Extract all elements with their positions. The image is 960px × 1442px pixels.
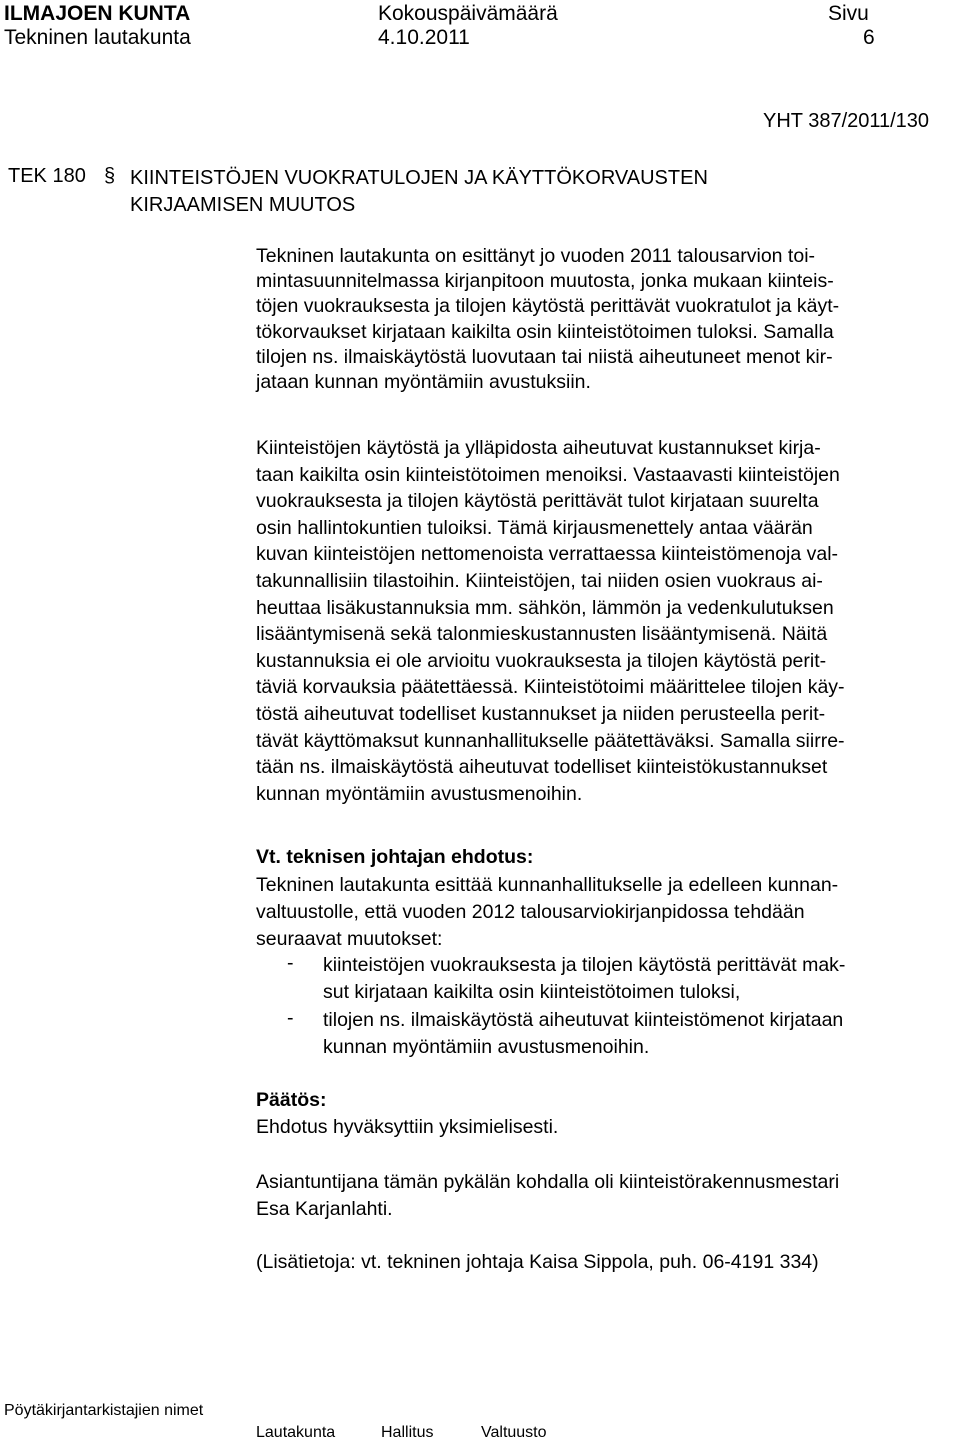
text-line: lisääntymisenä sekä talonmieskustannusten lisääntymisenä. Näitä <box>256 623 828 646</box>
footer-column-committee: Lautakunta <box>256 1424 336 1441</box>
text-line: kustannuksia ei ole arvioitu vuokrauksesta ja tilojen käytöstä perit- <box>256 649 827 672</box>
text-line: Esa Karjanlahti. <box>256 1198 393 1220</box>
text-line: tökorvaukset kirjataan kaikilta osin kiinteistötoimen tuloksi. Samalla <box>256 320 834 343</box>
text-line: tävät käyttömaksut kunnanhallitukselle päätettäväksi. Samalla siirre- <box>256 729 845 752</box>
contact-info: (Lisätietoja: vt. tekninen johtaja Kaisa Sippola, puh. 06-4191 334) <box>256 1251 819 1273</box>
bullet-item <box>323 952 845 1006</box>
page-label: Sivu <box>828 2 869 25</box>
expert-note <box>256 1169 839 1223</box>
text-line: töstä aiheutuvat todelliset kustannukset ja niiden perusteella perit- <box>256 702 826 725</box>
text-line: sut kirjataan kaikilta osin kiinteistötoimen tuloksi, <box>323 981 741 1003</box>
committee-name: Tekninen lautakunta <box>4 26 191 49</box>
text-line: Kiinteistöjen käytöstä ja ylläpidosta aiheutuvat kustannukset kirja- <box>256 437 821 459</box>
text-line: mintasuunnitelmassa kirjanpitoon muutosta, jonka mukaan kiinteis- <box>256 270 834 293</box>
paragraph-1 <box>256 244 839 395</box>
text-line: kunnan myöntämiin avustusmenoihin. <box>256 782 583 805</box>
bullet-dash: - <box>287 952 294 974</box>
section-title-line: KIRJAAMISEN MUUTOS <box>130 194 356 216</box>
date-label: Kokouspäivämäärä <box>378 2 558 25</box>
section-title-line: KIINTEISTÖJEN VUOKRATULOJEN JA KÄYTTÖKORVAUSTEN <box>130 167 708 189</box>
text-line: tään ns. ilmaiskäytöstä aiheutuvat todelliset kiinteistökustannukset <box>256 756 828 779</box>
section-symbol: § <box>104 165 116 187</box>
footer-label: Pöytäkirjantarkistajien nimet <box>4 1402 204 1419</box>
meeting-date: 4.10.2011 <box>378 26 470 49</box>
decision-heading: Päätös: <box>256 1089 327 1111</box>
text-line: heuttaa lisäkustannuksia mm. sähkön, lämmön ja vedenkulutuksen <box>256 596 834 619</box>
text-line: osin hallintokuntien tuloiksi. Tämä kirjausmenettely antaa väärän <box>256 516 813 539</box>
text-line: vuokrauksesta ja tilojen käytöstä perittävät tulot kirjataan suurelta <box>256 490 819 513</box>
paragraph-2 <box>256 435 845 807</box>
section-title <box>130 165 708 219</box>
text-line: tilojen ns. ilmaiskäytöstä aiheutuvat kiinteistömenot kirjataan <box>323 1009 844 1031</box>
decision-text: Ehdotus hyväksyttiin yksimielisesti. <box>256 1116 559 1138</box>
text-line: täviä korvauksia päätettäessä. Kiinteistötoimi määrittelee tilojen käy- <box>256 676 845 699</box>
bullet-dash: - <box>287 1007 294 1029</box>
municipality-name: ILMAJOEN KUNTA <box>4 2 191 25</box>
text-line: tilojen ns. ilmaiskäytöstä luovutaan tai niistä aiheutuneet menot kir- <box>256 345 833 368</box>
text-line: seuraavat muutokset: <box>256 928 443 950</box>
page-number: 6 <box>863 26 875 49</box>
text-line: kunnan myöntämiin avustusmenoihin. <box>323 1036 650 1058</box>
text-line: valtuustolle, että vuoden 2012 talousarviokirjanpidossa tehdään <box>256 901 805 923</box>
text-line: Asiantuntijana tämän pykälän kohdalla oli kiinteistörakennusmestari <box>256 1171 840 1193</box>
text-line: Tekninen lautakunta esittää kunnanhallitukselle ja edelleen kunnan- <box>256 874 839 896</box>
reference-number: YHT 387/2011/130 <box>763 110 930 132</box>
text-line: jataan kunnan myöntämiin avustuksiin. <box>256 371 591 394</box>
proposal-text <box>256 872 838 953</box>
proposal-heading: Vt. teknisen johtajan ehdotus: <box>256 846 534 868</box>
text-line: takunnallisiin tilastoihin. Kiinteistöjen, tai niiden osien vuokraus ai- <box>256 569 823 592</box>
text-line: töjen vuokrauksesta ja tilojen käytöstä perittävät vuokratulot ja käyt- <box>256 295 840 318</box>
footer-column-council: Valtuusto <box>481 1424 547 1441</box>
footer-column-board: Hallitus <box>381 1424 434 1441</box>
bullet-item <box>323 1007 843 1061</box>
text-line: kiinteistöjen vuokrauksesta ja tilojen käytöstä perittävät mak- <box>323 954 846 976</box>
section-number: TEK 180 <box>8 165 86 187</box>
text-line: Tekninen lautakunta on esittänyt jo vuoden 2011 talousarvion toi- <box>256 245 816 267</box>
text-line: taan kaikilta osin kiinteistötoimen menoiksi. Vastaavasti kiinteistöjen <box>256 463 840 486</box>
text-line: kuvan kiinteistöjen nettomenoista verrattaessa kiinteistömenoja val- <box>256 543 839 566</box>
